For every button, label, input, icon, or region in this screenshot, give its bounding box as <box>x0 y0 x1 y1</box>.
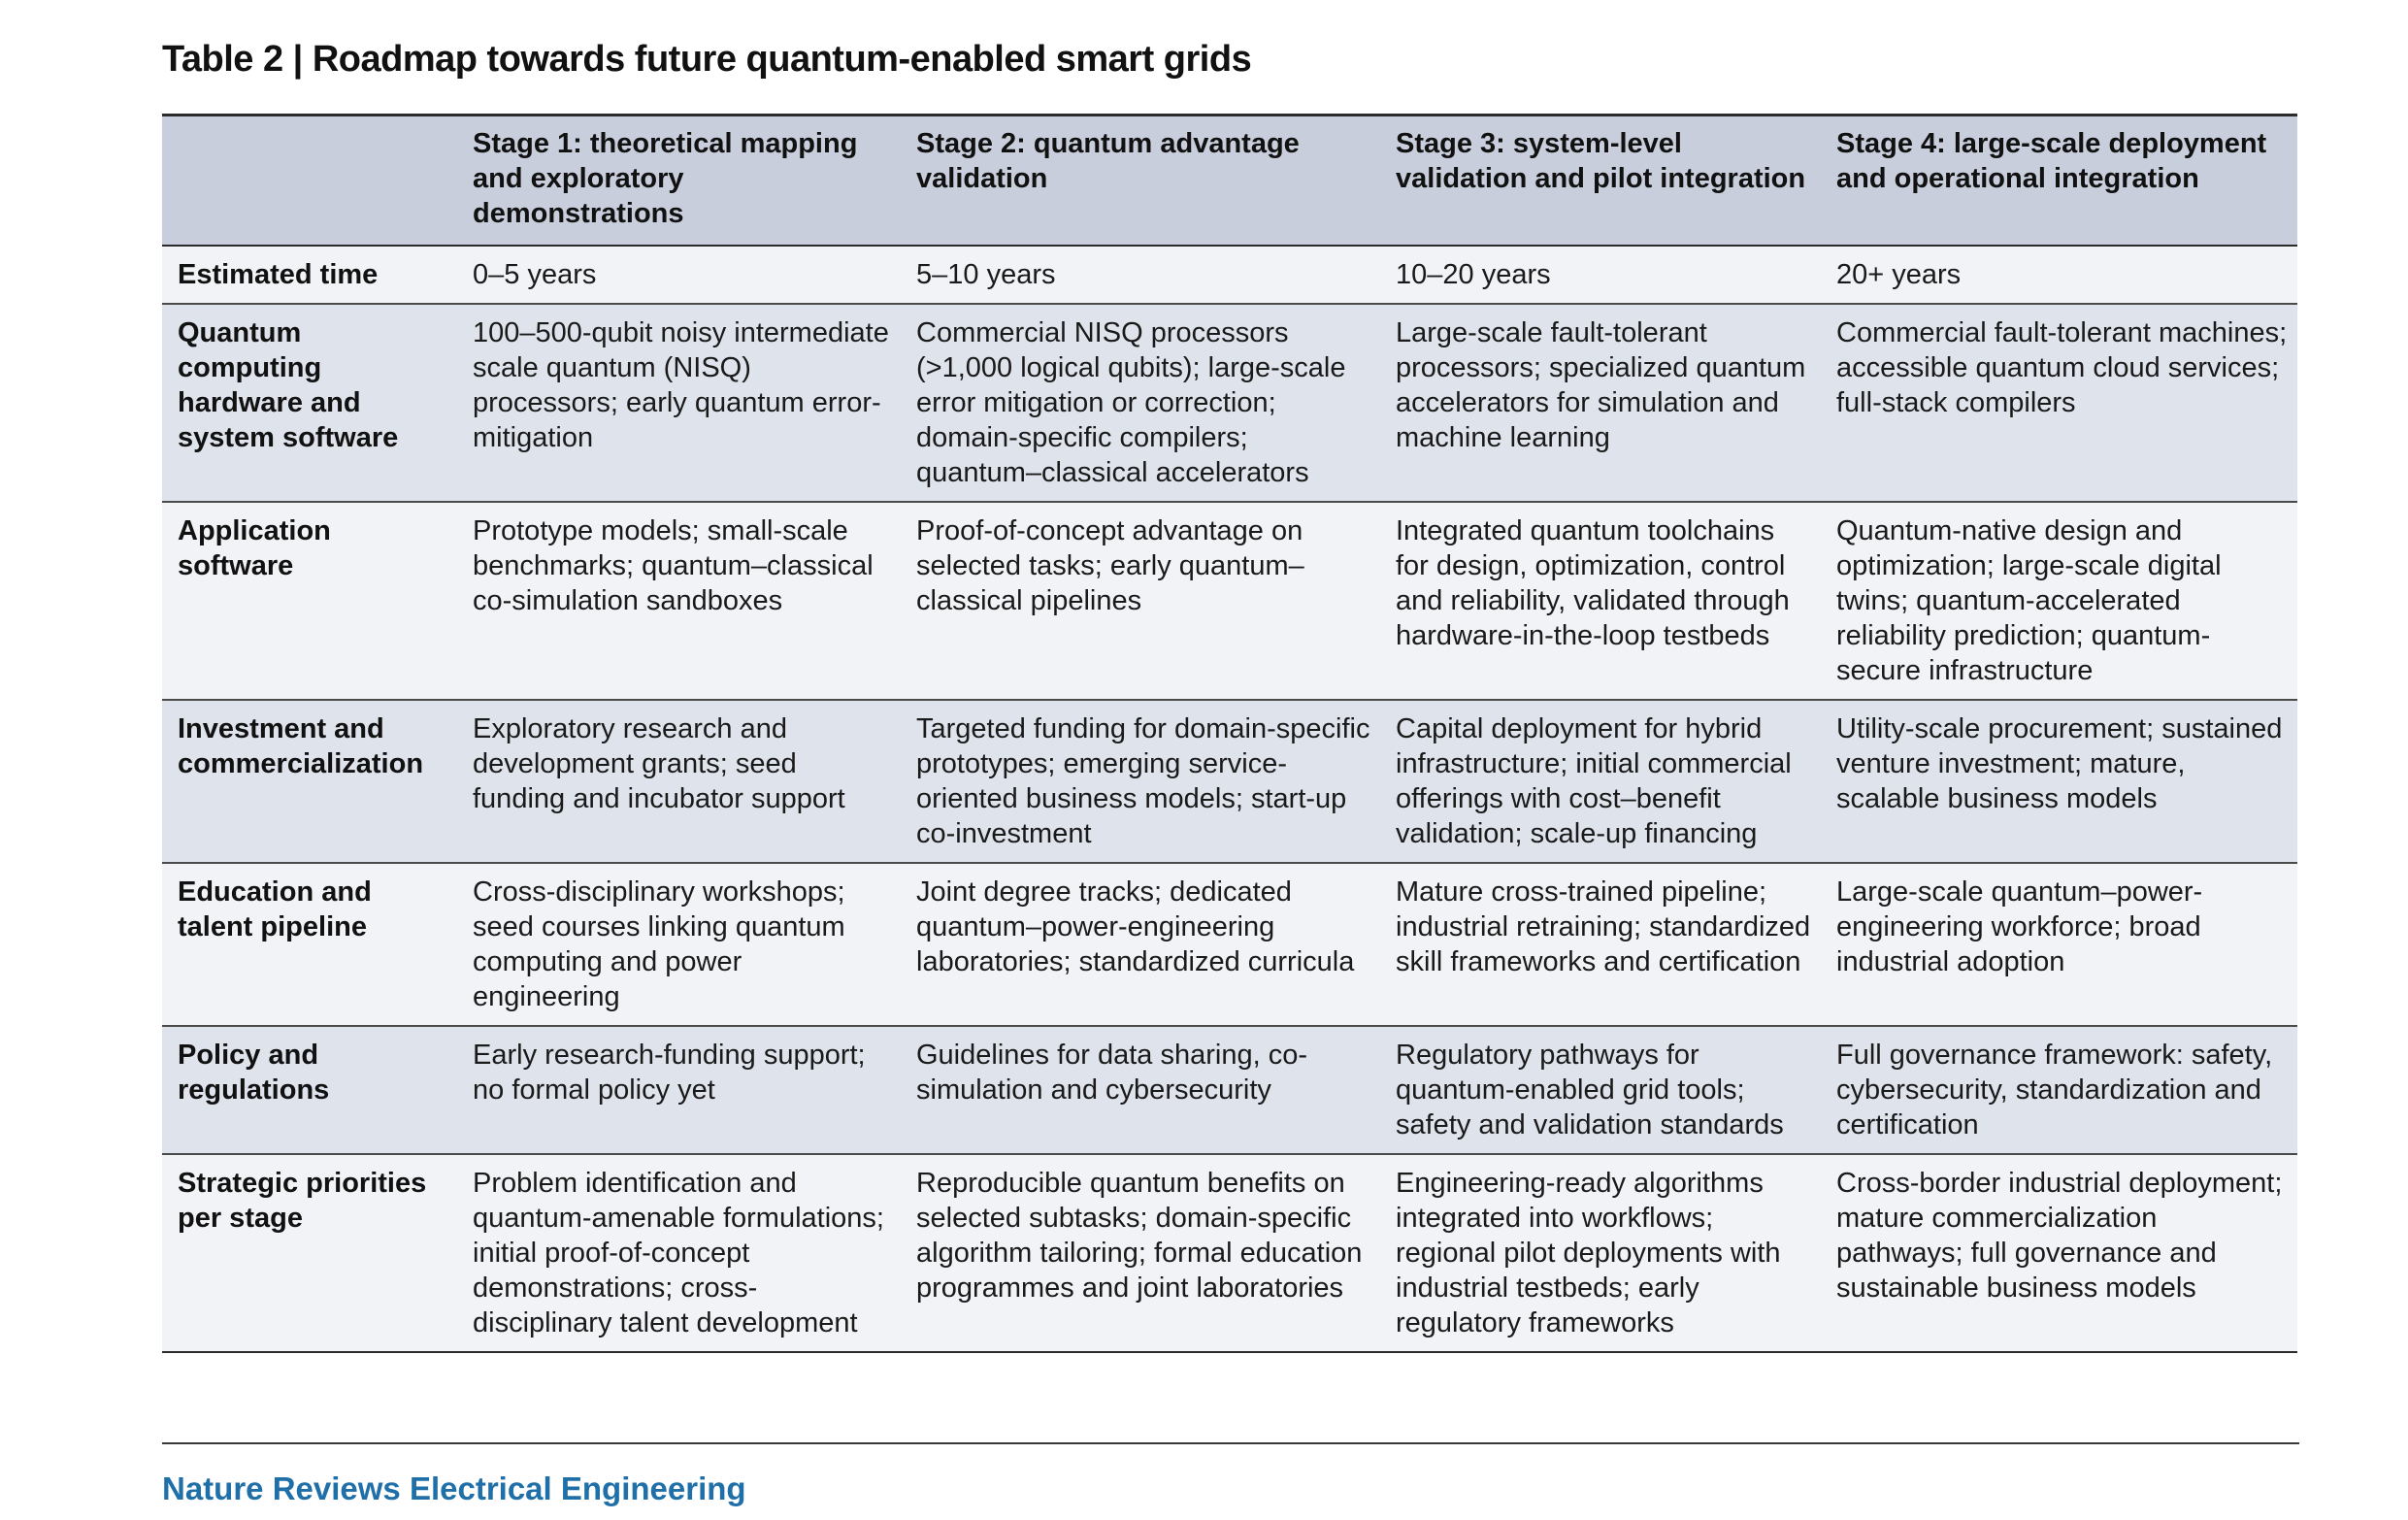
table-cell: Cross-disciplinary workshops; seed courses linking quantum computing and power engineering <box>473 876 845 1012</box>
row-label: Investment and commercialization <box>178 713 424 779</box>
table-cell: 20+ years <box>1836 259 1962 290</box>
table-cell: Problem identification and quantum-amenable formulations; initial proof-of-concept demonstrations; cross-disciplinary talent development <box>473 1168 884 1338</box>
table-cell: 5–10 years <box>916 259 1056 290</box>
footer-divider <box>162 1442 2299 1444</box>
roadmap-table-container <box>162 114 2297 1353</box>
table-row <box>162 700 2297 863</box>
table-cell: Regulatory pathways for quantum-enabled grid tools; safety and validation standards <box>1396 1040 1784 1140</box>
table-cell: 10–20 years <box>1396 259 1551 290</box>
header-stage-4: Stage 4: large-scale deployment and operational integration <box>1836 128 2267 194</box>
table-row <box>162 863 2297 1026</box>
table-cell: Utility-scale procurement; sustained venture investment; mature, scalable business models <box>1836 713 2283 814</box>
table-cell: Large-scale quantum–power-engineering workforce; broad industrial adoption <box>1836 876 2203 977</box>
header-stage-3: Stage 3: system-level validation and pilot integration <box>1396 128 1806 194</box>
table-cell: Mature cross-trained pipeline; industrial retraining; standardized skill frameworks and certification <box>1396 876 1811 977</box>
table-cell: 100–500-qubit noisy intermediate scale quantum (NISQ) processors; early quantum error-mitigation <box>473 317 889 453</box>
table-cell: Integrated quantum toolchains for design, optimization, control and reliability, validated through hardware-in-the-loop testbeds <box>1396 515 1790 651</box>
table-cell: Engineering-ready algorithms integrated into workflows; regional pilot deployments with industrial testbeds; early regulatory frameworks <box>1396 1168 1781 1338</box>
table-cell: Proof-of-concept advantage on selected tasks; early quantum–classical pipelines <box>916 515 1304 616</box>
table-cell: Prototype models; small-scale benchmarks; quantum–classical co-simulation sandboxes <box>473 515 874 616</box>
roadmap-table <box>162 114 2297 1353</box>
table-cell: Guidelines for data sharing, co-simulation and cybersecurity <box>916 1040 1307 1106</box>
table-cell: Joint degree tracks; dedicated quantum–power-engineering laboratories; standardized curricula <box>916 876 1355 977</box>
table-cell: Commercial fault-tolerant machines; accessible quantum cloud services; full-stack compilers <box>1836 317 2288 418</box>
table-cell: Targeted funding for domain-specific prototypes; emerging service-oriented business models; start-up co-investment <box>916 713 1370 849</box>
table-row <box>162 1154 2297 1352</box>
row-label: Policy and regulations <box>178 1040 330 1106</box>
table-cell: Large-scale fault-tolerant processors; specialized quantum accelerators for simulation and machine learning <box>1396 317 1806 453</box>
header-stage-2: Stage 2: quantum advantage validation <box>916 128 1300 194</box>
table-cell: Cross-border industrial deployment; mature commercialization pathways; full governance and sustainable business models <box>1836 1168 2283 1304</box>
table-cell: Commercial NISQ processors (>1,000 logical qubits); large-scale error mitigation or correction; domain-specific compilers; quantum–classical accelerators <box>916 317 1346 488</box>
header-stage-1: Stage 1: theoretical mapping and exploratory demonstrations <box>473 128 858 229</box>
row-label: Application software <box>178 515 331 581</box>
table-row <box>162 304 2297 502</box>
table-cell: Early research-funding support; no formal policy yet <box>473 1040 866 1106</box>
row-label: Strategic priorities per stage <box>178 1168 427 1234</box>
table-cell: Full governance framework: safety, cybersecurity, standardization and certification <box>1836 1040 2273 1140</box>
table-row <box>162 246 2297 304</box>
journal-name: Nature Reviews Electrical Engineering <box>162 1470 746 1506</box>
table-cell: Quantum-native design and optimization; large-scale digital twins; quantum-accelerated reliability prediction; quantum-secure infrastructure <box>1836 515 2222 686</box>
table-cell: Capital deployment for hybrid infrastructure; initial commercial offerings with cost–benefit validation; scale-up financing <box>1396 713 1792 849</box>
row-label: Quantum computing hardware and system software <box>178 317 399 453</box>
header-corner <box>162 116 457 247</box>
table-row <box>162 1026 2297 1154</box>
table-row <box>162 502 2297 700</box>
table-cell: 0–5 years <box>473 259 597 290</box>
row-label: Education and talent pipeline <box>178 876 372 942</box>
row-label: Estimated time <box>178 259 379 290</box>
table-cell: Reproducible quantum benefits on selected subtasks; domain-specific algorithm tailoring; formal education programmes and joint laboratories <box>916 1168 1363 1304</box>
table-title: Table 2 | Roadmap towards future quantum-enabled smart grids <box>162 39 1252 80</box>
table-cell: Exploratory research and development grants; seed funding and incubator support <box>473 713 845 814</box>
table-header-row <box>162 116 2297 247</box>
